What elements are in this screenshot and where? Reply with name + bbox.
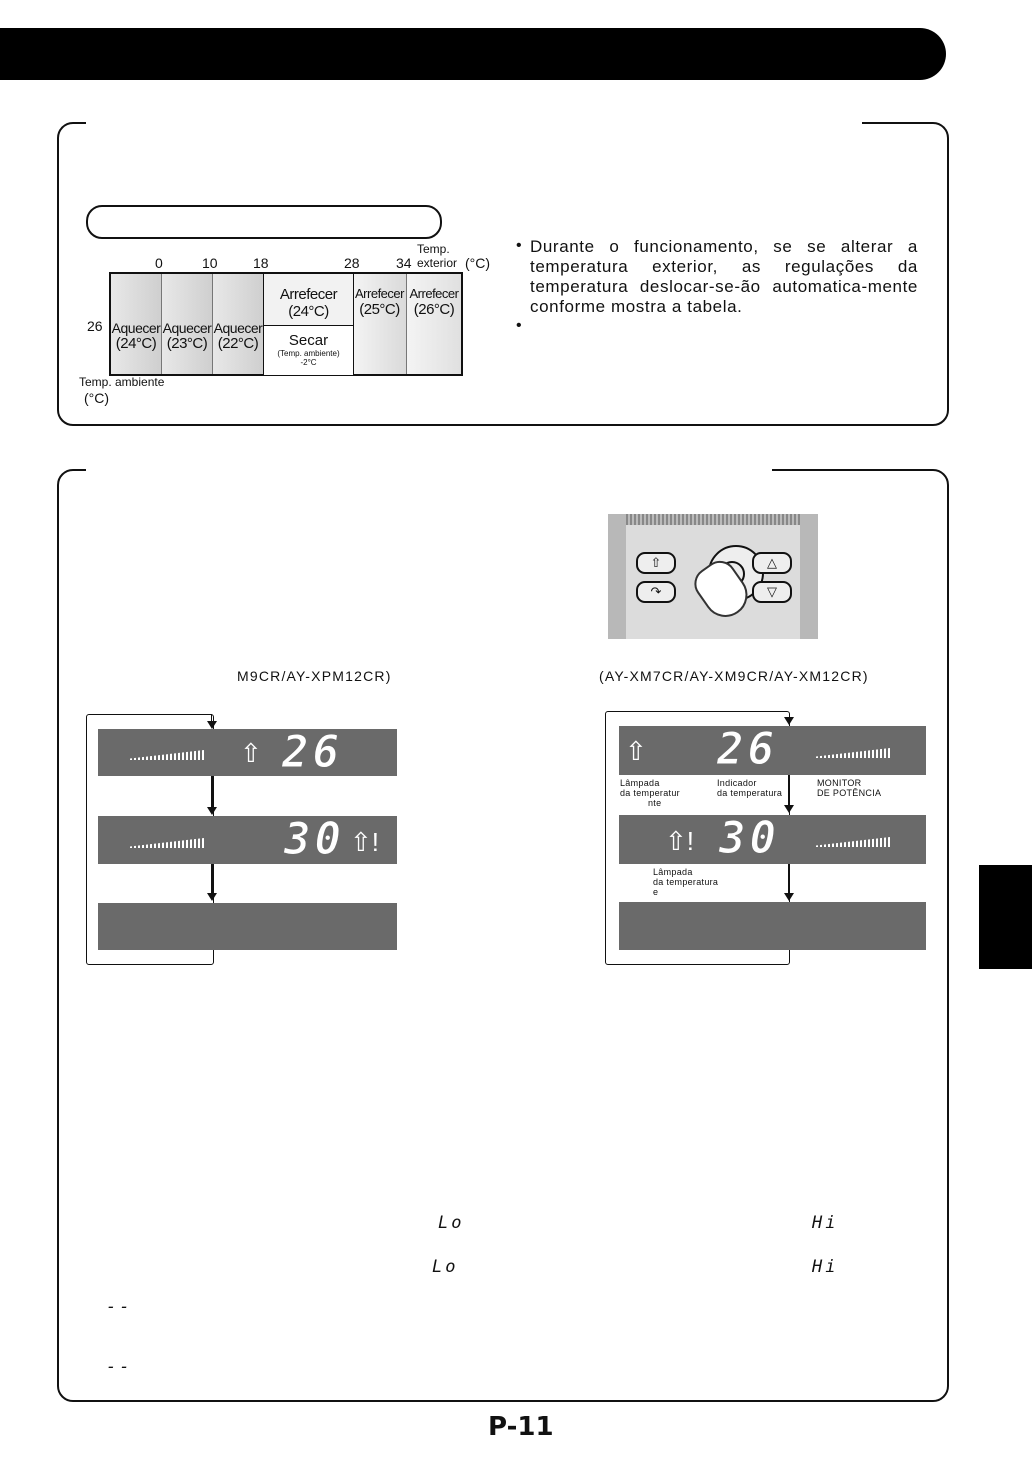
room-temp-lamp-icon: ⇧! [665,826,695,856]
outside-temp-unit: (°C) [465,255,491,271]
arrow-down-icon [207,721,217,729]
label-temp-lamp: Lâmpada da temperatur nte [620,778,680,808]
arrow-down-icon [207,807,217,815]
segment-hi-2: Hi [812,1257,839,1277]
arrow-down-icon [207,893,217,901]
power-bars-icon [130,750,204,760]
temp-up-button: △ [752,552,792,574]
ambient-value-26: 26 [87,318,103,334]
bullet-2: • [516,317,522,334]
tick-34: 34 [396,255,412,271]
cell-aquecer-23: Aquecer (23°C) [162,320,212,352]
cell-secar: Secar (Temp. ambiente) -2°C [263,325,353,375]
page-number: P-11 [488,1412,554,1442]
outside-temp-label-2: exterior [417,256,458,270]
left-display-set-temp [98,729,397,776]
power-bars-icon [816,748,890,758]
label-power-monitor: MONITOR DE POTÊNCIA [817,778,882,798]
room-temp-lamp-icon: ⇧ [625,736,647,766]
tick-28: 28 [344,255,360,271]
arrow-down-icon [784,717,794,725]
remote-control-illustration [608,514,818,639]
power-bars-icon [130,838,204,848]
left-display-blank [98,903,397,950]
tick-10: 10 [202,255,218,271]
room-temp-digits: 30 [284,814,345,865]
tick-18: 18 [253,255,269,271]
right-model-caption: (AY-XM7CR/AY-XM9CR/AY-XM12CR) [599,668,869,684]
header-bar [0,28,946,80]
room-temp-digits: 30 [719,813,780,864]
segment-dash-2: -- [106,1357,133,1377]
power-bars-icon [816,837,890,847]
segment-hi-1: Hi [812,1213,839,1233]
temp-down-button: ▽ [752,581,792,603]
segment-lo-2: Lo [432,1257,459,1277]
cell-arrefecer-25: Arrefecer (25°C) [355,286,404,318]
cell-aquecer-22: Aquecer (22°C) [213,320,263,352]
label-temp-indicator: Indicador da temperatura [717,778,783,798]
ambient-temp-unit: (°C) [84,390,110,406]
right-display-blank [619,902,926,950]
room-temp-lamp-icon: ⇧! [350,827,380,857]
note-auto-shift: Durante o funcionamento, se se alterar a temperatura exterior, as regulações da temperatura deslocar-se-ão automatica-mente conforme mostra a tabela. [530,237,918,316]
left-display-room-temp [98,816,397,864]
arrow-down-icon [784,893,794,901]
mode-table [109,272,463,376]
right-display-set-temp [619,726,926,775]
table-title-pill [86,205,442,239]
set-temp-digits: 26 [282,727,343,778]
timer-button: ↷ [636,581,676,603]
set-temp-digits: 26 [717,724,778,775]
section-tab [979,865,1032,969]
room-temp-button: ⇧ [636,552,676,574]
segment-dash-1: -- [106,1297,133,1317]
arrow-down-icon [784,805,794,813]
left-model-caption: M9CR/AY-XPM12CR) [237,668,392,684]
label-room-temp-lamp: Lâmpada da temperatura e [653,867,719,897]
room-temp-lamp-icon: ⇧ [240,738,262,768]
cell-aquecer-24: Aquecer (24°C) [111,320,161,352]
cell-arrefecer-24: Arrefecer (24°C) [279,286,338,320]
outside-temp-label: Temp. [417,242,450,256]
tick-0: 0 [155,255,163,271]
ambient-temp-label: Temp. ambiente [79,375,165,389]
right-display-room-temp [619,815,926,864]
bullet-1: • [516,237,522,254]
cell-arrefecer-26: Arrefecer (26°C) [409,286,459,318]
segment-lo-1: Lo [438,1213,465,1233]
